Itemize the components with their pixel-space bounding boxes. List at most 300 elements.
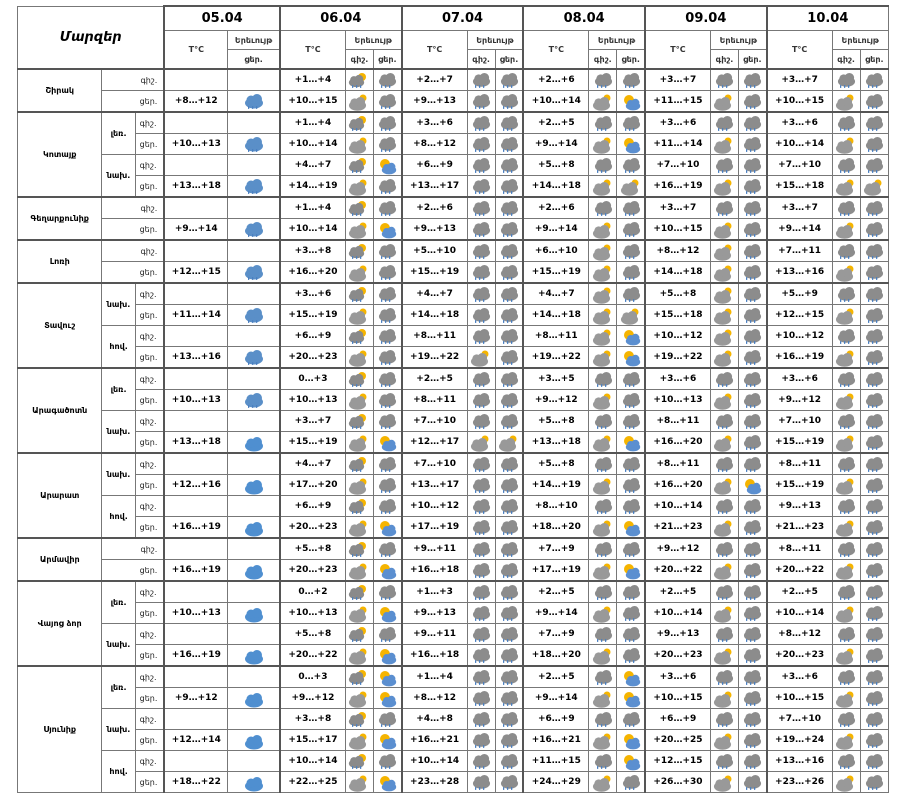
temperature-range	[164, 326, 227, 347]
cloudy-icon	[710, 730, 738, 751]
cloud-rain-icon	[860, 390, 888, 411]
cloud-rain-icon	[860, 305, 888, 326]
temperature-range: +1…+4	[402, 666, 467, 688]
time-of-day: գիշ.	[135, 453, 164, 475]
temperature-range: +10…+15	[280, 91, 345, 113]
cloudy-icon	[832, 688, 860, 709]
temperature-range: +10…+12	[645, 326, 710, 347]
sun-behind-cloud-icon	[374, 688, 402, 709]
temperature-range: +7…+9	[523, 538, 588, 560]
cloud-rain-icon	[739, 772, 767, 793]
cloud-icon	[228, 772, 280, 793]
cloudy-icon	[832, 475, 860, 496]
cloud-rain-icon	[374, 347, 402, 369]
temperature-range	[164, 283, 227, 305]
time-of-day: ցեր.	[102, 262, 164, 284]
sun-behind-cloud-icon	[617, 666, 645, 688]
temperature-range: +9…+13	[645, 624, 710, 645]
cloud-icon	[228, 517, 280, 539]
temperature-range	[164, 453, 227, 475]
night-subheader: գիշ.	[589, 50, 617, 70]
cloud-rain-icon	[495, 772, 523, 793]
temp-header: T°C	[280, 31, 345, 70]
temperature-range: +10…+14	[523, 91, 588, 113]
cloud-icon	[228, 603, 280, 624]
region-name: Տավուշ	[18, 283, 102, 368]
cloud-rain-icon	[710, 197, 738, 219]
temperature-range: +14…+18	[645, 262, 710, 284]
cloud-rain-icon	[860, 262, 888, 284]
cloud-icon	[228, 432, 280, 454]
cloud-rain-icon	[860, 560, 888, 582]
temperature-range: +11…+15	[645, 91, 710, 113]
temperature-range	[164, 666, 227, 688]
cloudy-icon	[589, 240, 617, 262]
temperature-range: +2…+5	[523, 112, 588, 134]
empty-cell	[228, 326, 280, 347]
cloudy-icon	[710, 432, 738, 454]
sun-cloud-rain-icon	[345, 751, 373, 772]
temperature-range: +19…+24	[767, 730, 832, 751]
date-header: 06.04	[280, 6, 402, 31]
temperature-range: +8…+11	[402, 326, 467, 347]
cloudy-icon	[832, 560, 860, 582]
table-row	[18, 496, 889, 517]
sun-behind-cloud-icon	[617, 326, 645, 347]
temperature-range: +9…+12	[645, 538, 710, 560]
cloud-rain-icon	[832, 709, 860, 730]
temperature-range: +5…+10	[402, 240, 467, 262]
table-row	[18, 368, 889, 390]
sun-cloud-rain-icon	[345, 240, 373, 262]
temperature-range: +20…+23	[280, 560, 345, 582]
cloudy-icon	[710, 645, 738, 667]
cloud-rain-icon	[495, 134, 523, 155]
temperature-range: +9…+14	[523, 219, 588, 241]
table-row	[18, 176, 889, 198]
cloudy-icon	[345, 262, 373, 284]
sun-behind-cloud-icon	[374, 219, 402, 241]
time-of-day: գիշ.	[135, 751, 164, 772]
region-name: Վայոց ձոր	[18, 581, 102, 666]
time-of-day: ցեր.	[135, 603, 164, 624]
temperature-range: +15…+17	[280, 730, 345, 751]
cloud-rain-icon	[589, 155, 617, 176]
cloudy-icon	[345, 688, 373, 709]
temperature-range: +8…+10	[523, 496, 588, 517]
cloud-rain-icon	[617, 772, 645, 793]
table-row	[18, 581, 889, 603]
temperature-range: +10…+15	[645, 219, 710, 241]
cloudy-icon	[589, 772, 617, 793]
cloud-rain-icon	[617, 645, 645, 667]
empty-cell	[228, 283, 280, 305]
time-of-day: ցեր.	[135, 347, 164, 369]
cloud-rain-icon	[860, 666, 888, 688]
temperature-range: +4…+7	[280, 453, 345, 475]
phenomena-header: Երեւույթ	[467, 31, 523, 50]
cloudy-icon	[710, 305, 738, 326]
cloud-rain-icon	[832, 496, 860, 517]
time-of-day: ցեր.	[135, 730, 164, 751]
cloud-icon	[228, 688, 280, 709]
cloudy-icon	[710, 603, 738, 624]
cloud-rain-icon	[617, 283, 645, 305]
cloud-rain-icon	[467, 560, 495, 582]
temperature-range: +23…+28	[402, 772, 467, 793]
temperature-range: +9…+14	[164, 219, 227, 241]
time-of-day: գիշ.	[102, 240, 164, 262]
temperature-range: +18…+20	[523, 645, 588, 667]
cloud-rain-icon	[374, 69, 402, 91]
empty-cell	[228, 411, 280, 432]
table-row	[18, 390, 889, 411]
cloud-rain-icon	[495, 624, 523, 645]
table-row	[18, 475, 889, 496]
cloudy-icon	[589, 326, 617, 347]
night-subheader: գիշ.	[467, 50, 495, 70]
time-of-day: գիշ.	[135, 112, 164, 134]
temperature-range: +2…+5	[402, 368, 467, 390]
cloudy-icon	[832, 219, 860, 241]
cloudy-icon	[467, 347, 495, 369]
cloud-rain-icon	[589, 411, 617, 432]
time-of-day: ցեր.	[135, 134, 164, 155]
time-of-day: ցեր.	[135, 390, 164, 411]
temperature-range: +2…+6	[402, 197, 467, 219]
cloud-rain-icon	[832, 624, 860, 645]
temperature-range: +3…+6	[645, 112, 710, 134]
cloud-rain-icon	[374, 751, 402, 772]
rain-cloud-icon	[228, 91, 280, 113]
cloud-rain-icon	[739, 368, 767, 390]
temperature-range: +26…+30	[645, 772, 710, 793]
cloudy-icon	[710, 347, 738, 369]
time-of-day: գիշ.	[135, 368, 164, 390]
temperature-range: +13…+18	[164, 176, 227, 198]
cloud-rain-icon	[467, 305, 495, 326]
temperature-range: +10…+12	[402, 496, 467, 517]
cloud-rain-icon	[495, 283, 523, 305]
cloud-rain-icon	[495, 730, 523, 751]
table-row	[18, 517, 889, 539]
temperature-range: +24…+29	[523, 772, 588, 793]
cloud-rain-icon	[589, 112, 617, 134]
zone-label: նախ.	[102, 453, 135, 496]
temperature-range: +19…+22	[523, 347, 588, 369]
cloud-rain-icon	[617, 496, 645, 517]
empty-cell	[228, 453, 280, 475]
cloud-rain-icon	[739, 751, 767, 772]
cloudy-icon	[589, 603, 617, 624]
temperature-range: +17…+19	[402, 517, 467, 539]
cloud-rain-icon	[495, 197, 523, 219]
cloud-rain-icon	[374, 197, 402, 219]
temperature-range: +16…+19	[645, 176, 710, 198]
cloud-rain-icon	[495, 390, 523, 411]
temperature-range: 0…+3	[280, 666, 345, 688]
temperature-range: +8…+12	[645, 240, 710, 262]
temperature-range: +5…+8	[523, 411, 588, 432]
table-row	[18, 645, 889, 667]
cloud-rain-icon	[832, 112, 860, 134]
sun-behind-cloud-icon	[374, 432, 402, 454]
temperature-range: +12…+15	[164, 262, 227, 284]
phenomena-header: Երեւույթ	[589, 31, 645, 50]
temperature-range: +10…+12	[767, 326, 832, 347]
temperature-range: +20…+23	[645, 645, 710, 667]
day-subheader: ցեր.	[860, 50, 888, 70]
cloudy-icon	[345, 347, 373, 369]
cloudy-icon	[710, 240, 738, 262]
table-row	[18, 538, 889, 560]
day-subheader: ցեր.	[739, 50, 767, 70]
table-row	[18, 688, 889, 709]
cloud-rain-icon	[860, 603, 888, 624]
cloud-rain-icon	[617, 155, 645, 176]
cloud-rain-icon	[495, 709, 523, 730]
temperature-range: +10…+15	[645, 688, 710, 709]
cloudy-icon	[832, 305, 860, 326]
cloud-rain-icon	[495, 326, 523, 347]
cloudy-icon	[832, 772, 860, 793]
cloudy-icon	[617, 305, 645, 326]
temperature-range: +3…+6	[402, 112, 467, 134]
time-of-day: ցեր.	[135, 432, 164, 454]
cloud-rain-icon	[739, 155, 767, 176]
cloud-rain-icon	[739, 283, 767, 305]
temperature-range: +9…+13	[402, 219, 467, 241]
cloudy-icon	[345, 176, 373, 198]
cloud-rain-icon	[467, 262, 495, 284]
time-of-day: ցեր.	[102, 91, 164, 113]
cloud-rain-icon	[860, 453, 888, 475]
cloud-rain-icon	[467, 112, 495, 134]
temperature-range: +6…+9	[280, 496, 345, 517]
cloud-rain-icon	[495, 538, 523, 560]
temperature-range	[164, 69, 227, 91]
cloud-rain-icon	[374, 475, 402, 496]
cloud-rain-icon	[832, 283, 860, 305]
zone-label: նախ.	[102, 283, 135, 326]
temperature-range	[164, 751, 227, 772]
cloud-rain-icon	[860, 624, 888, 645]
temperature-range: +11…+15	[523, 751, 588, 772]
cloudy-icon	[589, 730, 617, 751]
sun-cloud-rain-icon	[345, 368, 373, 390]
temperature-range: +7…+10	[767, 155, 832, 176]
sun-cloud-rain-icon	[345, 69, 373, 91]
temperature-range: +11…+14	[645, 134, 710, 155]
cloudy-icon	[710, 91, 738, 113]
sun-cloud-rain-icon	[345, 326, 373, 347]
cloud-rain-icon	[710, 112, 738, 134]
zone-label: նախ.	[102, 155, 135, 198]
empty-cell	[228, 751, 280, 772]
temperature-range: +10…+14	[645, 496, 710, 517]
temperature-range: +10…+13	[164, 603, 227, 624]
temperature-range: +3…+8	[280, 709, 345, 730]
day-subheader: ցեր.	[495, 50, 523, 70]
temperature-range: +9…+12	[164, 688, 227, 709]
cloud-rain-icon	[467, 453, 495, 475]
cloud-rain-icon	[617, 475, 645, 496]
time-of-day: ցեր.	[135, 688, 164, 709]
temperature-range: +15…+19	[767, 475, 832, 496]
sun-behind-cloud-icon	[617, 432, 645, 454]
time-of-day: գիշ.	[135, 411, 164, 432]
zone-label: նախ.	[102, 624, 135, 667]
temperature-range: +3…+7	[280, 411, 345, 432]
temperature-range: +9…+14	[523, 603, 588, 624]
cloud-rain-icon	[467, 624, 495, 645]
table-row	[18, 624, 889, 645]
cloudy-icon	[617, 176, 645, 198]
cloud-rain-icon	[617, 240, 645, 262]
cloud-rain-icon	[860, 688, 888, 709]
temperature-range: +8…+11	[402, 390, 467, 411]
temperature-range: +3…+6	[280, 283, 345, 305]
cloudy-icon	[345, 645, 373, 667]
temperature-range: +15…+18	[645, 305, 710, 326]
cloud-rain-icon	[832, 666, 860, 688]
sun-behind-cloud-icon	[374, 603, 402, 624]
temperature-range: +23…+26	[767, 772, 832, 793]
cloud-rain-icon	[495, 496, 523, 517]
cloud-rain-icon	[739, 326, 767, 347]
cloud-rain-icon	[860, 517, 888, 539]
cloud-rain-icon	[495, 603, 523, 624]
sun-behind-cloud-icon	[617, 347, 645, 369]
sun-behind-cloud-icon	[374, 666, 402, 688]
cloud-rain-icon	[739, 645, 767, 667]
time-of-day: գիշ.	[135, 581, 164, 603]
empty-cell	[228, 69, 280, 91]
rain-cloud-icon	[228, 262, 280, 284]
temperature-range: +20…+22	[767, 560, 832, 582]
cloudy-icon	[710, 390, 738, 411]
temperature-range: +16…+21	[402, 730, 467, 751]
cloudy-icon	[345, 390, 373, 411]
cloud-rain-icon	[739, 688, 767, 709]
cloud-rain-icon	[860, 134, 888, 155]
sun-cloud-rain-icon	[345, 155, 373, 176]
temperature-range: +6…+10	[523, 240, 588, 262]
time-of-day: ցեր.	[135, 645, 164, 667]
temperature-range: +19…+22	[645, 347, 710, 369]
temperature-range: +10…+14	[402, 751, 467, 772]
cloud-rain-icon	[374, 283, 402, 305]
temperature-range: +3…+7	[645, 197, 710, 219]
cloud-rain-icon	[739, 432, 767, 454]
temp-header: T°C	[402, 31, 467, 70]
cloud-rain-icon	[589, 368, 617, 390]
cloud-rain-icon	[860, 283, 888, 305]
temperature-range: +20…+23	[767, 645, 832, 667]
cloud-rain-icon	[739, 240, 767, 262]
cloud-rain-icon	[495, 219, 523, 241]
cloud-rain-icon	[710, 751, 738, 772]
cloudy-icon	[589, 517, 617, 539]
temperature-range: +4…+7	[523, 283, 588, 305]
temperature-range: +9…+12	[523, 390, 588, 411]
table-row	[18, 772, 889, 793]
region-name: Լոռի	[18, 240, 102, 283]
cloud-rain-icon	[739, 112, 767, 134]
temperature-range: +19…+22	[402, 347, 467, 369]
cloud-rain-icon	[374, 624, 402, 645]
zone-label: լեռ.	[102, 368, 135, 411]
cloud-rain-icon	[589, 538, 617, 560]
cloudy-icon	[345, 475, 373, 496]
cloud-rain-icon	[589, 666, 617, 688]
cloud-rain-icon	[832, 69, 860, 91]
cloud-rain-icon	[832, 751, 860, 772]
temperature-range: +2…+5	[767, 581, 832, 603]
cloud-rain-icon	[739, 176, 767, 198]
temperature-range: +10…+14	[767, 134, 832, 155]
cloud-rain-icon	[739, 453, 767, 475]
temperature-range: +10…+13	[164, 134, 227, 155]
temperature-range: +3…+8	[280, 240, 345, 262]
temperature-range: +9…+12	[767, 390, 832, 411]
temperature-range: +21…+23	[767, 517, 832, 539]
temperature-range: +13…+18	[164, 432, 227, 454]
temperature-range: +1…+4	[280, 69, 345, 91]
rain-cloud-icon	[228, 390, 280, 411]
table-row	[18, 219, 889, 241]
temperature-range: +11…+14	[164, 305, 227, 326]
cloudy-icon	[345, 305, 373, 326]
cloud-rain-icon	[832, 240, 860, 262]
temperature-range: +6…+9	[280, 326, 345, 347]
cloud-rain-icon	[617, 411, 645, 432]
temperature-range: +10…+15	[767, 91, 832, 113]
table-row	[18, 134, 889, 155]
cloud-rain-icon	[617, 581, 645, 603]
region-name: Գեղարքունիք	[18, 197, 102, 240]
table-row	[18, 666, 889, 688]
temperature-range	[164, 709, 227, 730]
cloud-rain-icon	[589, 197, 617, 219]
temperature-range: +8…+11	[645, 411, 710, 432]
temperature-range: +1…+4	[280, 112, 345, 134]
temperature-range: +9…+13	[402, 603, 467, 624]
cloudy-icon	[832, 432, 860, 454]
cloudy-icon	[589, 688, 617, 709]
night-subheader: գիշ.	[832, 50, 860, 70]
cloud-rain-icon	[860, 751, 888, 772]
temperature-range: +9…+13	[767, 496, 832, 517]
cloud-rain-icon	[710, 624, 738, 645]
temperature-range: +8…+11	[645, 453, 710, 475]
cloudy-icon	[467, 432, 495, 454]
temperature-range: +9…+14	[523, 688, 588, 709]
cloud-rain-icon	[739, 69, 767, 91]
zone-label: հով.	[102, 326, 135, 369]
temperature-range: +12…+15	[767, 305, 832, 326]
temperature-range: +3…+5	[523, 368, 588, 390]
cloud-rain-icon	[860, 772, 888, 793]
region-name: Արարատ	[18, 453, 102, 538]
temperature-range: +8…+11	[767, 538, 832, 560]
temperature-range: +5…+8	[645, 283, 710, 305]
temperature-range: +14…+18	[523, 305, 588, 326]
cloud-rain-icon	[710, 69, 738, 91]
cloudy-icon	[589, 305, 617, 326]
table-row	[18, 197, 889, 219]
temperature-range: +3…+6	[767, 368, 832, 390]
